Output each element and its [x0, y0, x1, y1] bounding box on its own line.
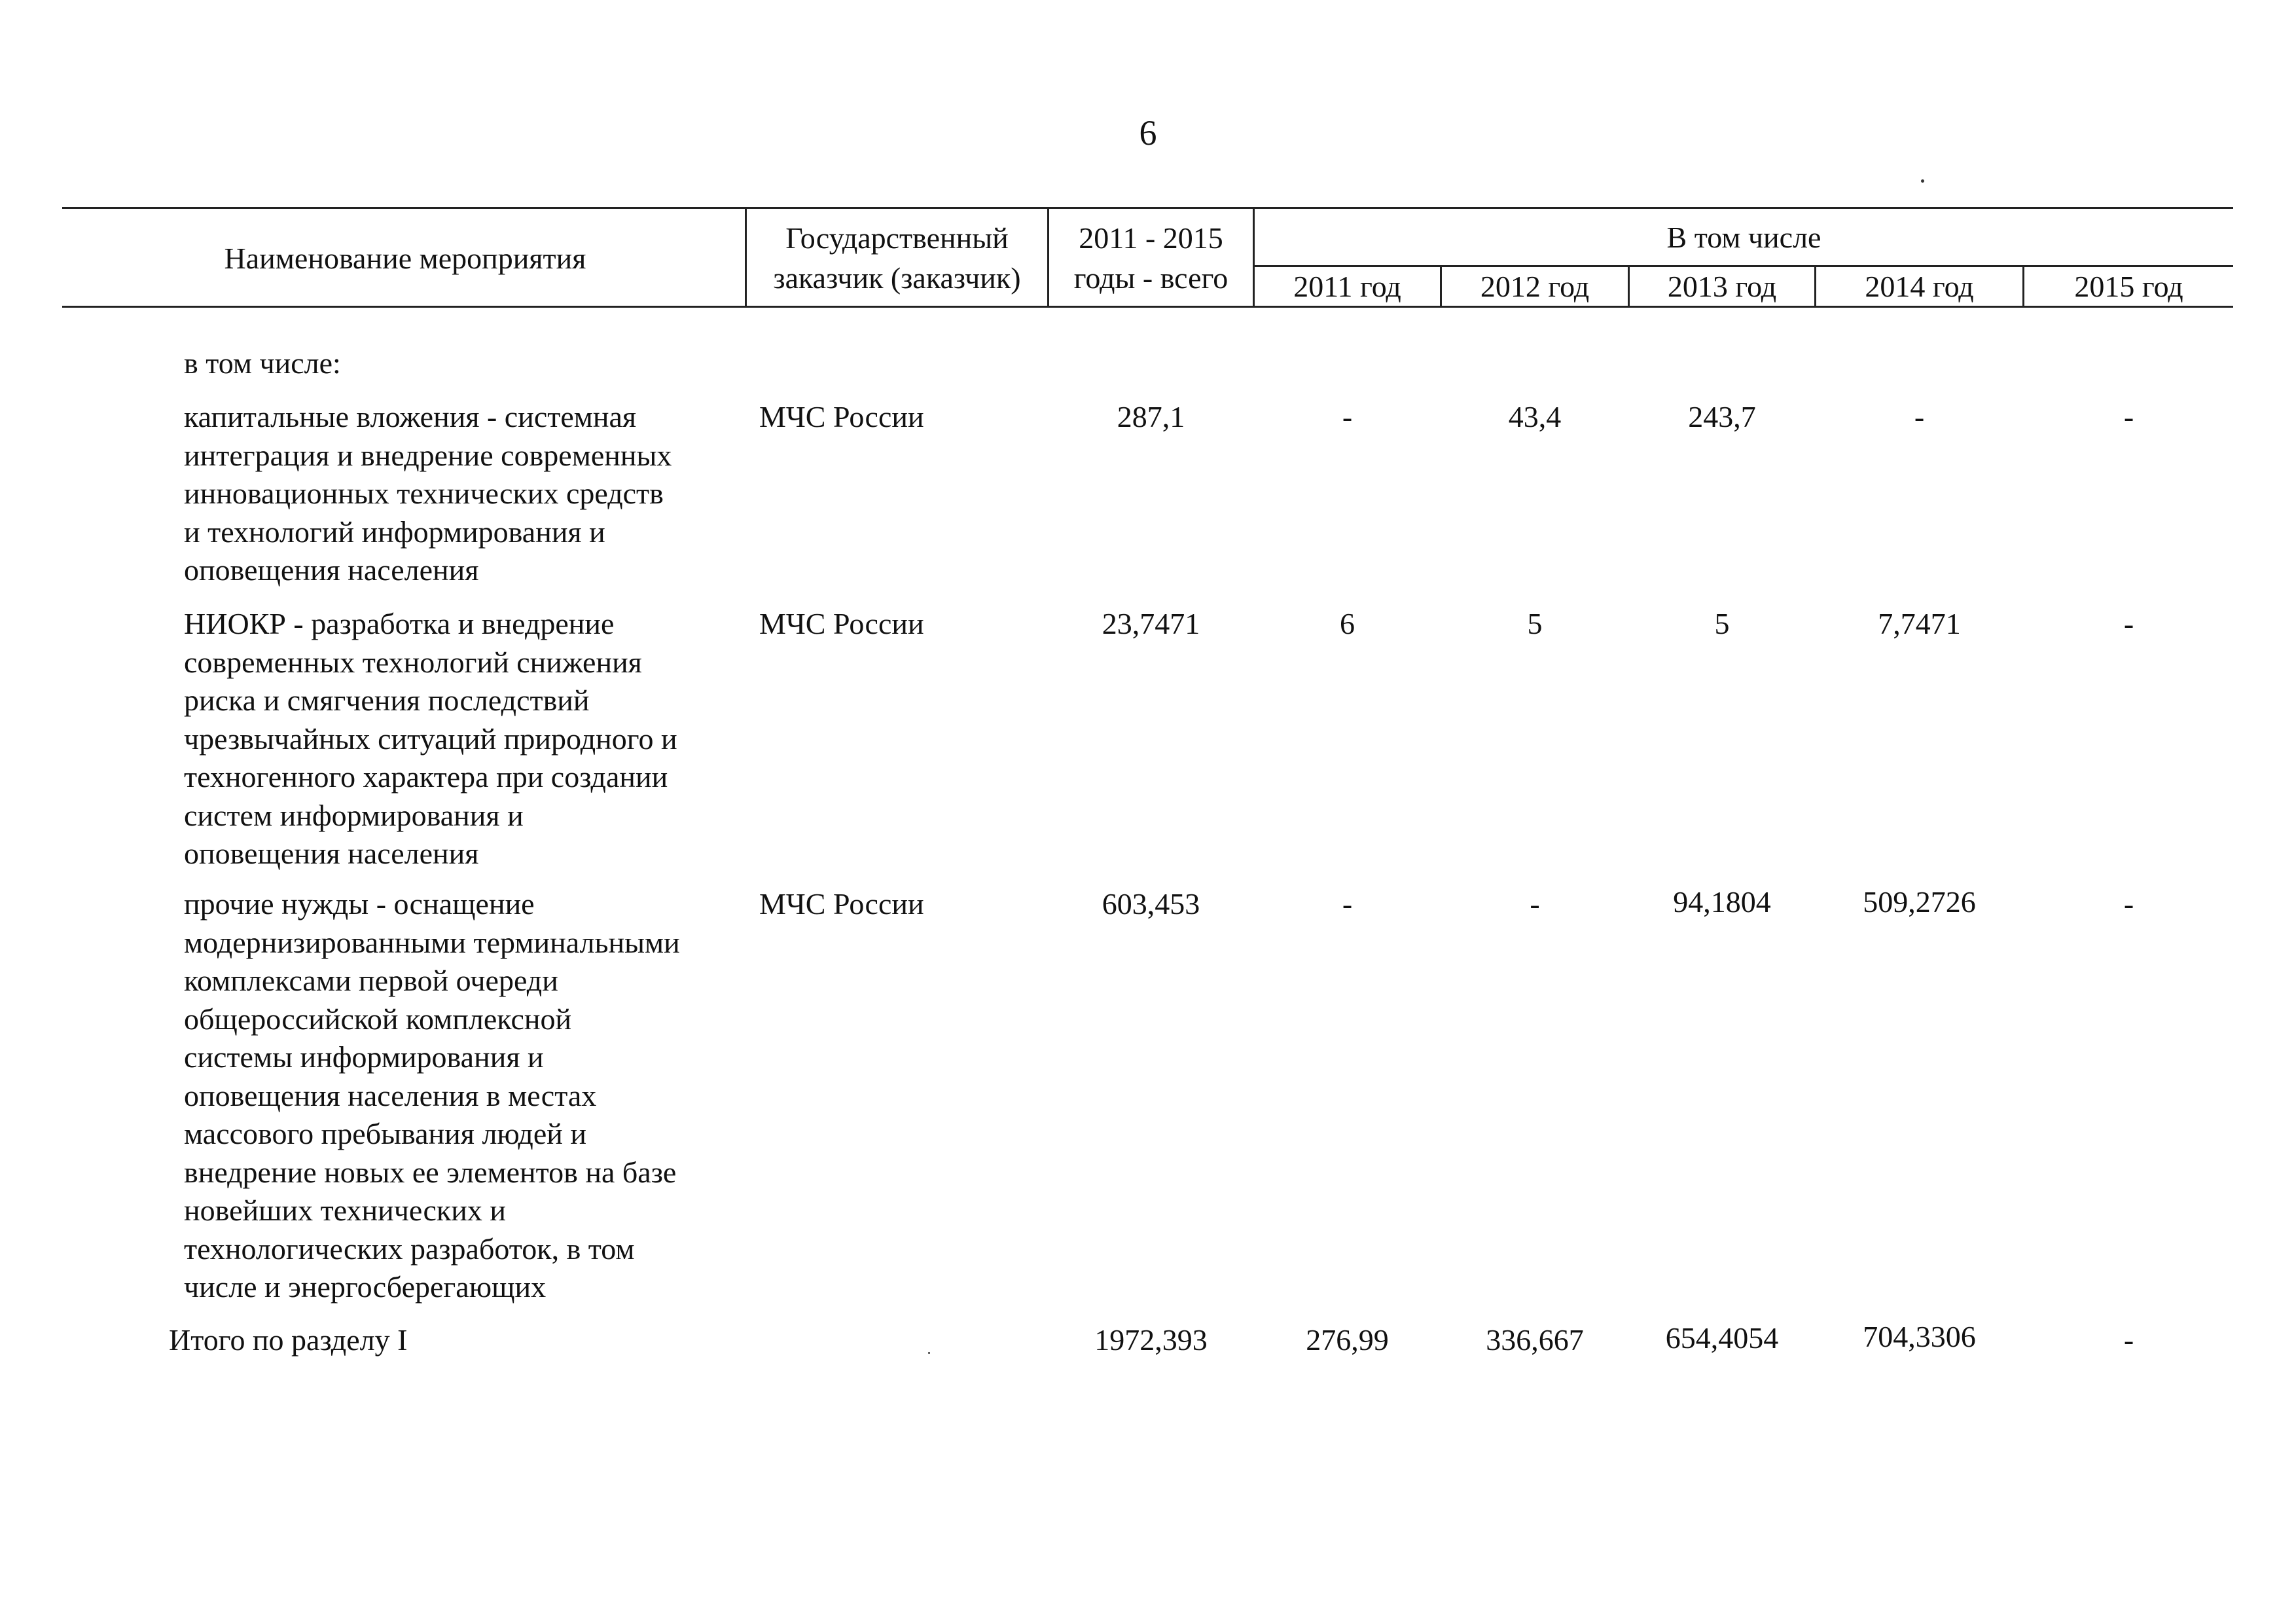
row-total: 603,453	[1102, 887, 1200, 921]
total-year-2012: 336,667	[1486, 1323, 1584, 1357]
row-name-line: риска и смягчения последствий	[184, 684, 590, 717]
row-name-line: комплексами первой очереди	[184, 964, 558, 997]
row-year-2012: 43,4	[1508, 400, 1562, 433]
page-number: 6	[1139, 113, 1157, 153]
subheading: в том числе:	[184, 346, 341, 380]
scan-speck	[928, 1352, 930, 1354]
header-year-2013: 2013 год	[1667, 270, 1777, 303]
header-year-2012: 2012 год	[1480, 270, 1590, 303]
row-name-line: массового пребывания людей и	[184, 1117, 586, 1150]
row-year-2014: 7,7471	[1878, 607, 1961, 640]
row-name	[184, 885, 747, 1307]
row-name-line: технологических разработок, в том	[184, 1231, 635, 1266]
row-name-line: общероссийской комплексной	[184, 1002, 572, 1036]
row-customer: МЧС России	[759, 400, 924, 433]
row-name-line: внедрение новых ее элементов на базе	[184, 1155, 677, 1189]
row-customer: МЧС России	[759, 887, 924, 921]
header-total-line2: годы - всего	[1073, 261, 1229, 295]
row-year-2013: 243,7	[1688, 400, 1756, 433]
row-year-2011: -	[1342, 887, 1353, 921]
row-name-line: техногенного характера при создании	[184, 760, 668, 793]
row-year-2014: 509,2726	[1863, 885, 1976, 919]
row-year-2015: -	[2123, 887, 2134, 921]
total-year-2014: 704,3306	[1863, 1320, 1976, 1353]
total-all-years: 1972,393	[1094, 1323, 1208, 1357]
row-year-2015: -	[2123, 607, 2134, 640]
row-name-line: интеграция и внедрение современных	[184, 438, 672, 472]
total-label: Итого по разделу I	[169, 1323, 408, 1357]
scan-speck	[1921, 179, 1924, 183]
row-name-line: инновационных технических средств	[184, 477, 664, 510]
total-year-2013: 654,4054	[1665, 1321, 1779, 1355]
row-name-line: оповещения населения	[184, 837, 479, 870]
row-name	[184, 605, 747, 873]
header-year-2011: 2011 год	[1293, 270, 1401, 303]
row-year-2012: 5	[1527, 607, 1543, 640]
header-top-border	[62, 207, 2233, 209]
row-name-line: модернизированными терминальными	[184, 925, 680, 959]
row-name-line: систем информирования и	[184, 798, 524, 832]
row-name-line: и технологий информирования и	[184, 515, 605, 549]
header-year-2014: 2014 год	[1865, 270, 1974, 303]
row-name	[184, 398, 747, 590]
header-name: Наименование мероприятия	[224, 242, 586, 275]
row-name-line: оповещения населения	[184, 553, 479, 587]
row-name-line: капитальные вложения - системная	[184, 400, 637, 433]
header-total-line1: 2011 - 2015	[1079, 221, 1223, 255]
row-name-line: современных технологий снижения	[184, 645, 642, 679]
header-year-2015: 2015 год	[2074, 270, 2183, 303]
row-year-2012: -	[1530, 887, 1540, 921]
row-name-line: числе и энергосберегающих	[184, 1270, 547, 1304]
row-year-2013: 94,1804	[1673, 885, 1771, 919]
row-name-line: НИОКР - разработка и внедрение	[184, 607, 615, 640]
row-name-line: чрезвычайных ситуаций природного и	[184, 721, 677, 756]
row-name-line: прочие нужды - оснащение	[184, 887, 535, 921]
row-name-line: новейших технических и	[184, 1194, 506, 1227]
row-year-2013: 5	[1714, 607, 1730, 640]
header-customer-line2: заказчик (заказчик)	[773, 261, 1021, 295]
row-customer: МЧС России	[759, 607, 924, 640]
row-year-2014: -	[1914, 400, 1925, 433]
total-year-2011: 276,99	[1306, 1323, 1389, 1357]
total-year-2015: -	[2123, 1323, 2134, 1357]
row-year-2011: -	[1342, 400, 1353, 433]
header-including: В том числе	[1666, 221, 1821, 254]
row-year-2011: 6	[1340, 607, 1355, 640]
row-year-2015: -	[2123, 400, 2134, 433]
row-total: 287,1	[1117, 400, 1185, 433]
row-name-line: оповещения населения в местах	[184, 1078, 597, 1112]
row-name-line: системы информирования и	[184, 1040, 544, 1074]
header-customer-line1: Государственный	[785, 221, 1009, 255]
row-total: 23,7471	[1102, 607, 1200, 640]
